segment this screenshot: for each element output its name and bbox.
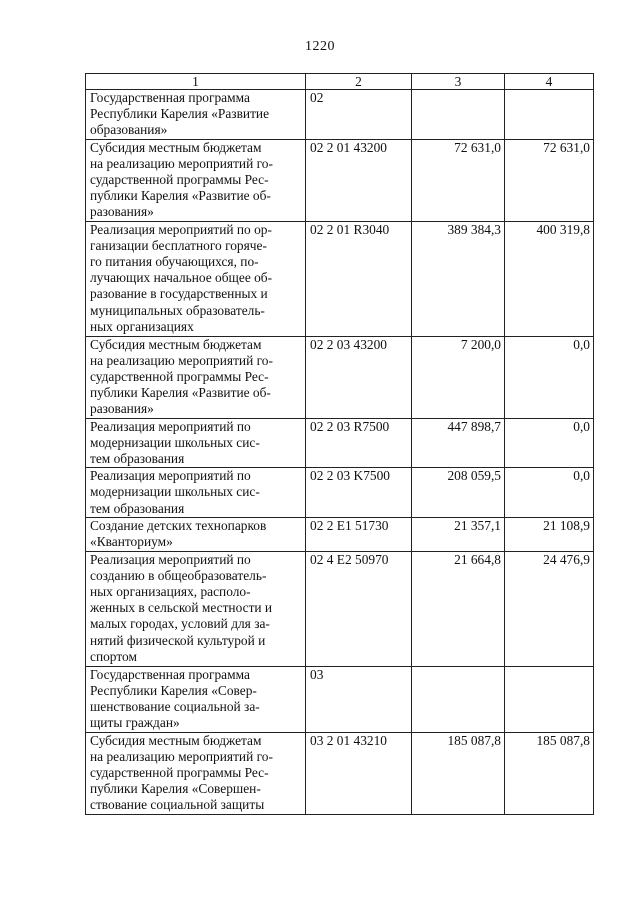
header-row	[86, 74, 594, 90]
column-header-2: 2	[306, 74, 412, 90]
table-row	[86, 90, 594, 140]
row-value-col3: 7 200,0	[412, 336, 505, 418]
row-value-col3: 21 357,1	[412, 518, 505, 551]
row-code: 02 2 01 43200	[306, 139, 412, 221]
table-row	[86, 221, 594, 336]
row-name: Субсидия местным бюджетам на реализацию мероприятий го- сударственной программы Рес- публики Карелия «Совершен- ствование социальной защиты	[86, 732, 306, 814]
row-name: Реализация мероприятий по модернизации школьных сис- тем образования	[86, 468, 306, 518]
row-name: Создание детских технопарков «Кванториум»	[86, 518, 306, 551]
row-value-col3: 389 384,3	[412, 221, 505, 336]
row-value-col4: 24 476,9	[505, 551, 594, 666]
page-number: 1220	[305, 39, 335, 54]
row-name: Государственная программа Республики Карелия «Развитие образования»	[86, 90, 306, 140]
row-value-col4: 21 108,9	[505, 518, 594, 551]
row-code: 02 2 03 K7500	[306, 468, 412, 518]
column-header-1: 1	[86, 74, 306, 90]
row-code: 02	[306, 90, 412, 140]
table-row	[86, 732, 594, 814]
row-value-col3: 72 631,0	[412, 139, 505, 221]
row-value-col4: 185 087,8	[505, 732, 594, 814]
row-name: Государственная программа Республики Карелия «Совер- шенствование социальной за- щиты граждан»	[86, 666, 306, 732]
table-row	[86, 139, 594, 221]
table-row	[86, 518, 594, 551]
row-value-col3: 447 898,7	[412, 418, 505, 468]
row-value-col3	[412, 666, 505, 732]
row-name: Реализация мероприятий по созданию в общеобразователь- ных организациях, располо- женных в сельской местности и малых городах, условий для за- нятий физической культурой и спортом	[86, 551, 306, 666]
row-value-col4: 0,0	[505, 468, 594, 518]
row-code: 02 4 E2 50970	[306, 551, 412, 666]
row-value-col4: 0,0	[505, 418, 594, 468]
budget-table	[85, 73, 594, 815]
row-code: 03	[306, 666, 412, 732]
row-code: 02 2 03 43200	[306, 336, 412, 418]
column-header-3: 3	[412, 74, 505, 90]
table-row	[86, 418, 594, 468]
row-code: 03 2 01 43210	[306, 732, 412, 814]
row-name: Реализация мероприятий по ор- ганизации бесплатного горяче- го питания обучающихся, по- лучающих начальное общее об- разование в государственных и муниципальных образователь- ных организациях	[86, 221, 306, 336]
row-name: Реализация мероприятий по модернизации школьных сис- тем образования	[86, 418, 306, 468]
row-value-col3: 185 087,8	[412, 732, 505, 814]
row-value-col3: 208 059,5	[412, 468, 505, 518]
row-name: Субсидия местным бюджетам на реализацию мероприятий го- сударственной программы Рес- публики Карелия «Развитие об- разования»	[86, 139, 306, 221]
table-row	[86, 666, 594, 732]
row-name: Субсидия местным бюджетам на реализацию мероприятий го- сударственной программы Рес- публики Карелия «Развитие об- разования»	[86, 336, 306, 418]
row-code: 02 2 E1 51730	[306, 518, 412, 551]
row-value-col3	[412, 90, 505, 140]
row-code: 02 2 01 R3040	[306, 221, 412, 336]
row-code: 02 2 03 R7500	[306, 418, 412, 468]
table-row	[86, 336, 594, 418]
column-header-4: 4	[505, 74, 594, 90]
row-value-col4	[505, 666, 594, 732]
row-value-col4	[505, 90, 594, 140]
row-value-col4: 0,0	[505, 336, 594, 418]
row-value-col3: 21 664,8	[412, 551, 505, 666]
table-row	[86, 468, 594, 518]
row-value-col4: 400 319,8	[505, 221, 594, 336]
row-value-col4: 72 631,0	[505, 139, 594, 221]
table-row	[86, 551, 594, 666]
